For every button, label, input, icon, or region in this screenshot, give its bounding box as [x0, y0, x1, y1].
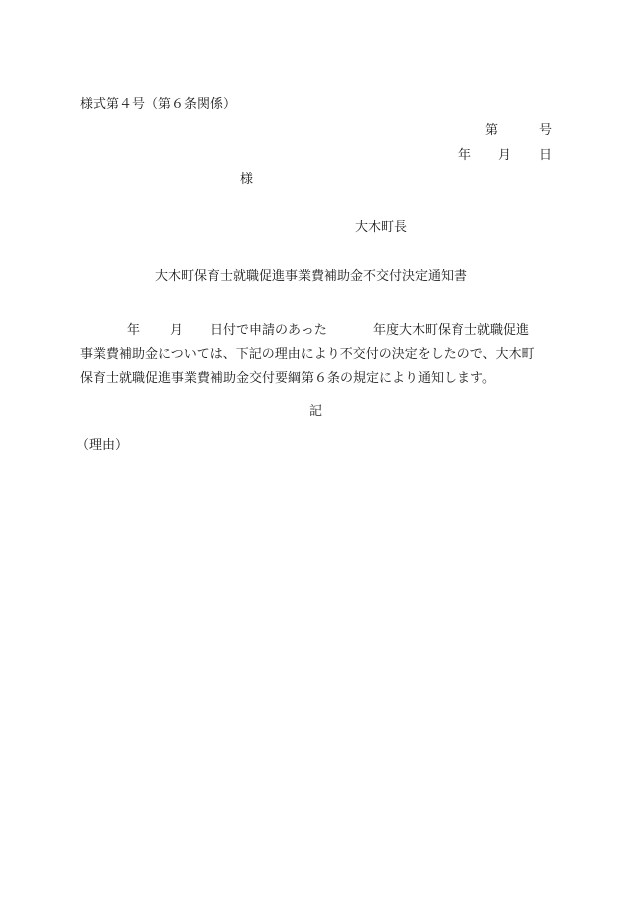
body-line-3-text: 保育士就職促進事業費補助金交付要綱第６条の規定により通知します。: [80, 371, 495, 386]
body-application-date-text: 日付で申請のあった: [210, 323, 327, 338]
body-paragraph: [80, 319, 552, 391]
document-title: 大木町保育士就職促進事業費補助金不交付決定通知書: [155, 269, 468, 284]
issue-number-suffix: 号: [539, 123, 553, 138]
body-line-1: [80, 319, 552, 343]
form-number-label: 様式第４号（第６条関係）: [80, 97, 237, 112]
issuer-name: 大木町長: [355, 220, 408, 235]
recipient-honorific: 様: [240, 172, 254, 187]
date-month-label: 月: [498, 148, 512, 163]
date-day-label: 日: [539, 148, 553, 163]
date-year-label: 年: [458, 148, 472, 163]
body-year-label: 年: [127, 323, 141, 338]
reason-label: （理由）: [76, 438, 129, 453]
body-line-2: [80, 343, 552, 367]
body-fiscal-year-text: 年度大木町保育士就職促進: [373, 323, 530, 338]
issue-number-prefix: 第: [485, 123, 499, 138]
ki-heading: 記: [309, 404, 323, 419]
body-month-label: 月: [170, 323, 184, 338]
body-line-3: [80, 367, 552, 391]
body-line-2-text: 事業費補助金については、下記の理由により不交付の決定をしたので、大木町: [80, 347, 535, 362]
